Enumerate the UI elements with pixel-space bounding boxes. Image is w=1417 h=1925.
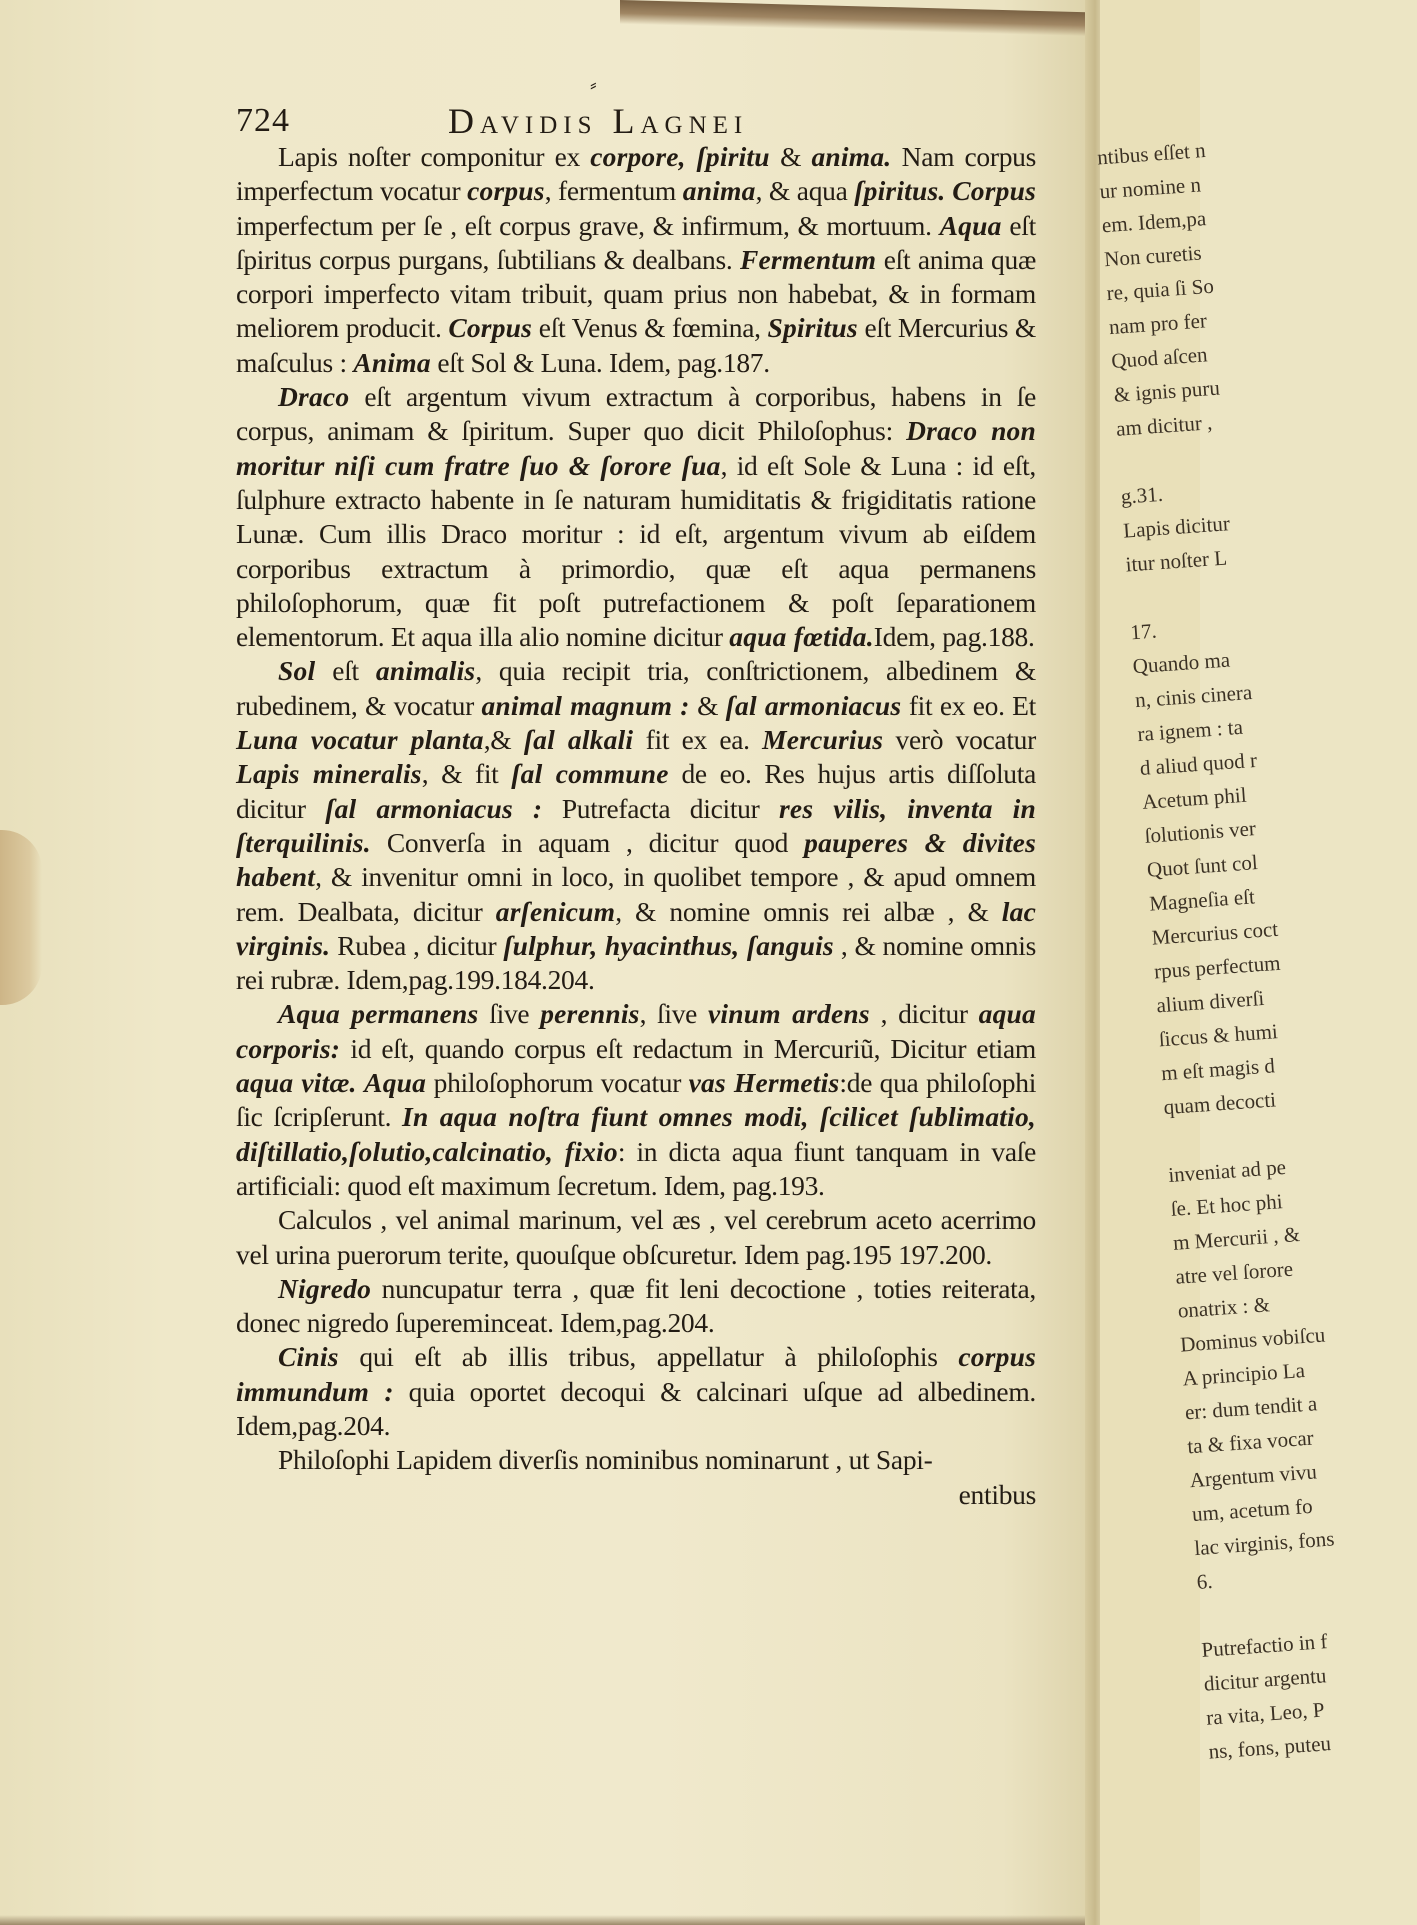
facing-page-line: Quot ſunt col (1146, 850, 1259, 882)
facing-page-line: ſolutionis ver (1143, 816, 1257, 848)
facing-page-line: quam decocti (1162, 1087, 1277, 1120)
text-run: :de qua philoſophi ſic ſcripſerunt. (236, 1067, 1037, 1133)
italic-term: animalis (375, 655, 476, 687)
text-run: Nam corpus imperfectum vocatur (236, 141, 1036, 207)
facing-page-line: ur nomine n (1098, 172, 1202, 204)
italic-term: arſenicum (495, 895, 616, 927)
italic-term: Luna vocatur planta (236, 724, 484, 756)
text-run: & (769, 141, 812, 172)
facing-page-line: Acetum phil (1141, 782, 1248, 814)
facing-page-line: A principio La (1181, 1358, 1306, 1391)
text-run: , dicitur (869, 998, 979, 1030)
facing-page-line: um, acetum fo (1191, 1493, 1314, 1527)
text-run: de eo. Res hujus artis diſſoluta dicitur (236, 758, 1037, 824)
text-run: eſt argentum vivum extractum à corporibus, habens in ſe corpus, animam & ſpiritum. Super quo dicit Philoſophus: (236, 381, 1036, 447)
facing-page-line: itur noſter L (1124, 545, 1228, 577)
italic-term: ſulphur, hyacinthus, ſanguis (503, 929, 834, 961)
italic-term: Draco non moritur niſi cum fratre ſuo & ſorore ſua (236, 415, 1037, 481)
facing-page-line: onatrix : & (1177, 1292, 1271, 1323)
facing-page-line: m Mercurii , & (1172, 1222, 1301, 1255)
text-run: , ſive (639, 998, 708, 1030)
italic-term: Corpus (448, 312, 533, 344)
facing-page-line: & ignis puru (1112, 375, 1221, 407)
italic-term: aqua corporis: (236, 998, 1036, 1064)
text-run: Converſa in aquam , dicitur quod (370, 826, 805, 858)
facing-page-line: Putrefactio in f (1200, 1629, 1329, 1662)
text-run: , fermentum (544, 175, 683, 207)
paper-stain (0, 830, 42, 1005)
italic-term: ſal armoniacus (725, 689, 902, 721)
facing-page-line: Argentum vivu (1188, 1459, 1318, 1493)
text-run: eſt anima quæ corpori imperfecto vitam tribuit, quam prius non habebat, & in formam meliorem producit. (236, 243, 1036, 344)
text-run: , & nomine omnis rei rubræ. Idem,pag.199.184.204. (236, 929, 1036, 996)
paragraph (236, 380, 1036, 654)
italic-term: Anima (353, 346, 431, 378)
facing-page-line: re, quia ſi So (1105, 273, 1215, 306)
italic-term: lac virginis. (236, 895, 1036, 961)
italic-term: Spiritus (767, 312, 858, 344)
facing-page-line: ra ignem : ta (1136, 714, 1244, 747)
italic-term: corpore, ſpiritu (590, 141, 770, 172)
text-run: eſt (315, 655, 376, 687)
paragraph (236, 1272, 1036, 1341)
text-run: Philoſophi Lapidem diverſis nominibus nominarunt , ut Sapi- (278, 1444, 933, 1476)
text-run: fit ex ea. (633, 724, 763, 756)
italic-term: ſal alkali (523, 724, 634, 756)
facing-page-line: ſiccus & humi (1158, 1019, 1279, 1052)
text-run: verò vocatur (883, 724, 1036, 756)
facing-page-line: em. Idem,pa (1101, 206, 1207, 238)
text-run: Putrefacta dicitur (542, 792, 780, 824)
text-run: Lapis noſter componitur ex (278, 141, 591, 172)
italic-term: Aqua (364, 1067, 427, 1099)
italic-term: pauperes & divites habent (236, 826, 1036, 893)
facing-page-line: Dominus vobiſcu (1179, 1322, 1326, 1357)
facing-page-line: inveniat ad pe (1167, 1154, 1287, 1188)
italic-term: Nigredo (278, 1272, 372, 1304)
facing-page-line: atre vel ſorore (1174, 1256, 1294, 1289)
facing-page-line: Non curetis (1103, 240, 1203, 272)
facing-page-right (1096, 0, 1336, 1925)
facing-page-line: rpus perfectum (1153, 950, 1282, 984)
italic-term: animal magnum : (481, 689, 690, 721)
text-run: ſive (478, 998, 541, 1030)
italic-term: In aqua noſtra fiunt omnes modi, ſcilicet ſublimatio, diſtillatio,ſolutio,calcinatio, fixio (236, 1101, 1036, 1167)
italic-term: anima (682, 175, 756, 207)
facing-page-line: 17. (1129, 618, 1158, 645)
facing-page-line: ſe. Et hoc phi (1169, 1189, 1284, 1221)
paragraph (236, 140, 1036, 380)
paragraph (236, 1340, 1036, 1443)
paragraph (236, 654, 1036, 997)
page-number: 724 (236, 102, 290, 139)
text-run: nuncupatur terra , quæ fit leni decoctione , toties reiterata, donec nigredo ſupereminceat. Idem,pag.204. (236, 1272, 1036, 1339)
text-run: : in dicta aqua fiunt tanquam in vaſe artificiali: quod eſt maximum ſecretum. Idem, pag.193. (236, 1135, 1036, 1201)
italic-term: Mercurius (762, 724, 884, 756)
text-run: , & nomine omnis rei albæ , & (615, 895, 1002, 927)
text-run: imperfectum per ſe , eſt corpus grave, & infirmum, & mortuum. (236, 209, 940, 241)
facing-page-line: Lapis dicitur (1122, 511, 1231, 543)
catchword: entibus (958, 1478, 1036, 1510)
italic-term: aqua fœtida. (729, 621, 874, 653)
facing-page-line: g.31. (1120, 481, 1164, 509)
italic-term: vinum ardens (707, 998, 870, 1030)
italic-term: ſpiritus. (854, 175, 946, 207)
facing-page-line: nam pro fer (1108, 308, 1208, 340)
italic-term: res vilis, inventa in ſterquilinis. (236, 792, 1037, 858)
text-run: , & fit (421, 758, 512, 790)
facing-page-line: 6. (1195, 1568, 1214, 1595)
italic-term: ſal armoniacus : (325, 792, 543, 824)
facing-page-line: am dicitur , (1115, 410, 1214, 441)
italic-term: perennis (540, 998, 640, 1030)
page-bottom-edge (0, 1915, 1090, 1925)
facing-page-line: alium diverſi (1155, 985, 1265, 1018)
italic-term: vas Hermetis (688, 1067, 840, 1099)
facing-page-line: ta & fixa vocar (1186, 1425, 1315, 1459)
italic-term: Lapis mineralis (236, 758, 422, 790)
facing-page-line: er: dum tendit a (1184, 1391, 1318, 1425)
facing-page-line: Quando ma (1131, 647, 1231, 679)
text-run: philoſophorum vocatur (426, 1067, 689, 1099)
text-run: , & invenitur omni in loco, in quolibet tempore , & apud omnem rem. Dealbata, dicitur (236, 861, 1036, 927)
text-run: qui eſt ab illis tribus, appellatur à philoſophis (338, 1341, 959, 1373)
facing-page-text (1096, 126, 1417, 1768)
text-run: quia oportet decoqui & calcinari uſque ad albedinem. Idem,pag.204. (236, 1375, 1037, 1441)
text-run: eſt Mercurius & maſculus : (236, 312, 1036, 378)
italic-term: Aqua (939, 209, 1002, 241)
page-header (236, 98, 1036, 142)
italic-term: Cinis (278, 1341, 339, 1373)
text-run: id eſt, quando corpus eſt redactum in Mercuriũ, Dicitur etiam (340, 1032, 1036, 1064)
text-run: , quia recipit tria, conſtrictionem, albedinem & rubedinem, & vocatur (236, 655, 1036, 721)
text-run: eſt Venus & fœmina, (532, 312, 768, 344)
text-run: eſt ſpiritus corpus purgans, ſubtilians & dealbans. (236, 209, 1036, 275)
facing-page-line: ns, fons, puteu (1207, 1731, 1332, 1764)
text-run: eſt Sol & Luna. Idem, pag.187. (430, 346, 770, 378)
italic-term: anima. (811, 141, 892, 172)
paragraph (236, 997, 1036, 1203)
text-run: Idem, pag.188. (873, 621, 1035, 653)
running-head: Davidis Lagnei (448, 101, 749, 141)
facing-page-line: m eſt magis d (1160, 1053, 1276, 1086)
text-run: Calculos , vel animal marinum, vel æs , vel cerebrum aceto acerrimo vel urina puerorum terite, quouſque obſcuretur. Idem pag.195 197.200. (236, 1204, 1036, 1270)
italic-term: Draco (278, 381, 350, 413)
facing-page-line: n, cinis cinera (1134, 680, 1253, 713)
paragraph (236, 1443, 1036, 1477)
italic-term: corpus (467, 175, 545, 207)
italic-term: ſal commune (511, 758, 669, 790)
ornament-mark: ⸗ (590, 74, 597, 96)
facing-page-line: Quod aſcen (1110, 342, 1209, 373)
facing-page-line: d aliud quod r (1139, 747, 1258, 780)
text-run: ,& (483, 724, 524, 756)
italic-term: aqua vitæ. (236, 1067, 357, 1099)
facing-page-line: ntibus eſſet n (1096, 137, 1207, 170)
italic-term: corpus immundum : (236, 1341, 1036, 1407)
text-run: Rubea , dicitur (330, 929, 504, 961)
facing-page-line: dicitur argentu (1203, 1663, 1328, 1696)
text-run: & (689, 689, 726, 721)
facing-page-line: ra vita, Leo, P (1205, 1697, 1326, 1730)
italic-term: Fermentum (739, 243, 877, 275)
text-run: , & aqua (755, 175, 855, 207)
facing-page-line: lac virginis, fons (1193, 1526, 1336, 1561)
main-text-block (236, 140, 1036, 1512)
facing-page-line: Magneſia eſt (1148, 884, 1256, 916)
text-run: fit ex eo. Et (901, 689, 1037, 721)
facing-page-line: Mercurius coct (1150, 916, 1279, 950)
italic-term: Sol (278, 655, 316, 687)
text-run: , id eſt Sole & Luna : id eſt, ſulphure extracto habente in ſe naturam humiditatis & frigiditatis ratione Lunæ. Cum illis Draco moritur : id eſt, argentum vivum ab eiſdem corporibus extractum à primordio, quæ eſt aqua permanens philoſophorum, quæ fit poſt putrefactionem & poſt ſeparationem elementorum. Et aqua illa alio nomine dicitur (236, 449, 1036, 653)
paragraph (236, 1203, 1036, 1272)
italic-term: Aqua permanens (278, 998, 479, 1030)
italic-term: Corpus (952, 175, 1036, 207)
